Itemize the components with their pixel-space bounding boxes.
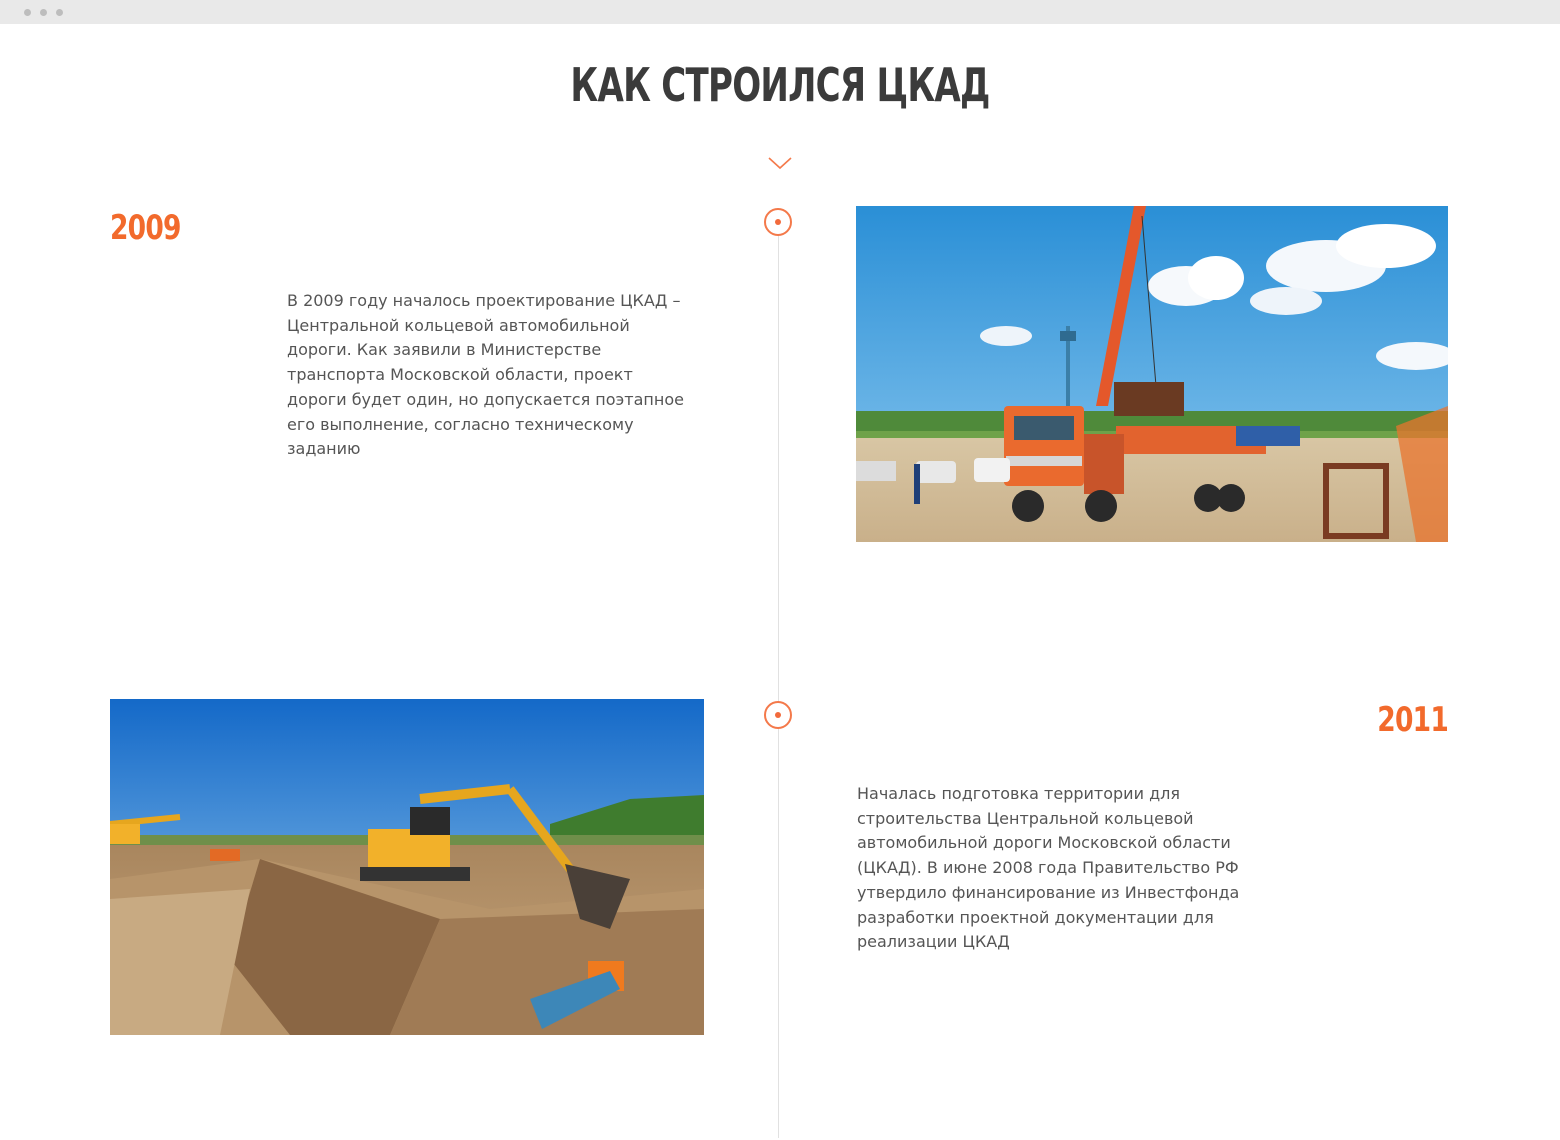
window-dot-icon	[56, 9, 63, 16]
excavator-photo	[110, 699, 704, 1035]
timeline-dot-icon	[764, 701, 792, 729]
entry-description: Началась подготовка территории для строительства Центральной кольцевой автомобильной дороги Московской области (ЦКАД). В июне 2008 года Правительство РФ утвердило финансирование из Инвестфонда разработки проектной документации для реализации ЦКАД	[857, 784, 1240, 952]
section-title: КАК СТРОИЛСЯ ЦКАД	[570, 58, 990, 112]
window-titlebar	[0, 0, 1560, 24]
timeline-dot-icon	[764, 208, 792, 236]
timeline-section	[2, 24, 1558, 1138]
window-dot-icon	[40, 9, 47, 16]
year-label: 2011	[1377, 700, 1448, 740]
window-dot-icon	[24, 9, 31, 16]
year-label: 2009	[110, 208, 181, 248]
chevron-down-icon[interactable]	[767, 155, 793, 171]
crane-truck-photo	[856, 206, 1448, 542]
timeline-axis	[778, 234, 779, 1138]
entry-description: В 2009 году началось проектирование ЦКАД – Центральной кольцевой автомобильной дороги. Как заявили в Министерстве транспорта Московской области, проект дороги будет один, но допускается поэтапное его выполнение, согласно техническому заданию	[287, 291, 684, 459]
